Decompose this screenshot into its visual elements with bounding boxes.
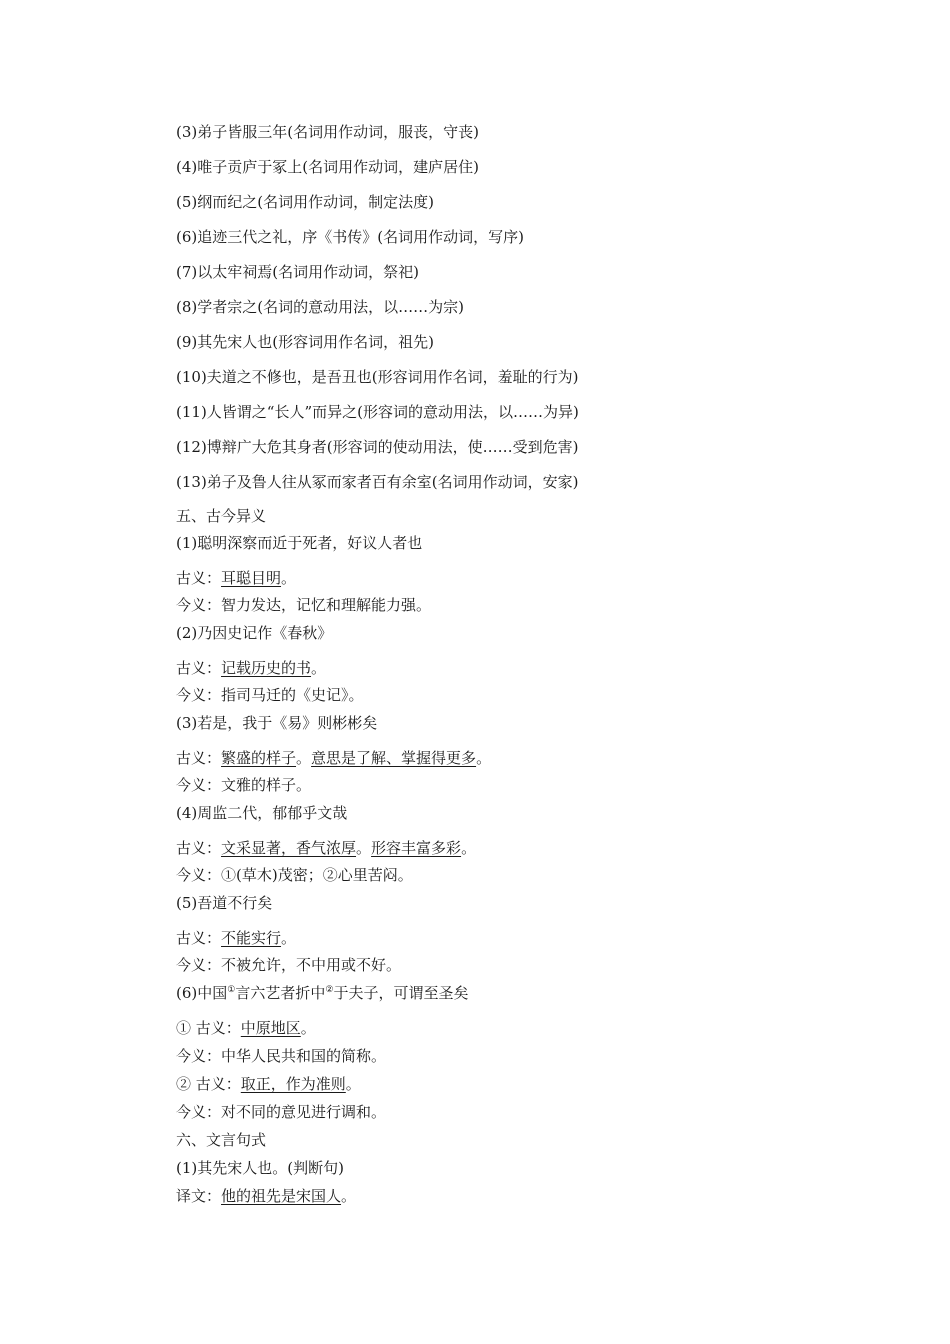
keyword-2: 折中 [295, 984, 326, 1002]
s5-new-meaning-6b: 今义：对不同的意见进行调和。 [176, 1103, 387, 1121]
s5-question-3: (3)若是，我于《易》则彬彬矣 [176, 714, 378, 732]
label: 古义： [176, 749, 222, 767]
label: 古义： [176, 659, 222, 677]
s4-item-4: (4)唯子贡庐于冢上(名词用作动词，建庐居住) [176, 158, 479, 176]
period: 。 [345, 1075, 361, 1093]
s4-item-5: (5)纲而纪之(名词用作动词，制定法度) [176, 193, 434, 211]
answer-underlined: 中原地区 [240, 1019, 301, 1037]
s5-new-meaning-4: 今义：①(草木)茂密；②心里苦闷。 [176, 866, 413, 884]
answer-underlined: 他的祖先是宋国人 [221, 1187, 342, 1205]
s5-old-meaning-5 [176, 928, 296, 948]
period: 。 [281, 929, 297, 947]
answer-underlined-2: 形容丰富多彩 [371, 839, 462, 857]
s5-old-meaning-2 [176, 658, 326, 678]
label: 译文： [176, 1187, 222, 1205]
s4-item-3: (3)弟子皆服三年(名词用作动词，服丧，守丧) [176, 123, 479, 141]
answer-underlined: 文采显著，香气浓厚 [221, 839, 357, 857]
s5-old-meaning-6a [176, 1018, 316, 1038]
period: 。 [300, 1019, 316, 1037]
keyword-1: 中国 [197, 984, 228, 1002]
s4-item-10: (10)夫道之不修也，是吾丑也(形容词用作名词，羞耻的行为) [176, 368, 579, 386]
period: 。 [356, 839, 372, 857]
s5-old-meaning-4 [176, 838, 476, 858]
text: 言六艺者 [235, 984, 296, 1002]
s6-heading: 六、文言句式 [176, 1131, 267, 1149]
s5-old-meaning-3 [176, 748, 491, 768]
label: 古义： [176, 569, 222, 587]
s5-new-meaning-3: 今义：文雅的样子。 [176, 776, 312, 794]
period: 。 [476, 749, 492, 767]
item-number: (6) [176, 984, 198, 1002]
s5-question-6 [176, 983, 468, 1003]
answer-underlined: 繁盛的样子 [221, 749, 297, 767]
s5-heading: 五、古今异义 [176, 507, 267, 525]
answer-underlined: 取正，作为准则 [240, 1075, 346, 1093]
s5-old-meaning-6b [176, 1074, 361, 1094]
text: 于夫子，可谓至圣矣 [333, 984, 469, 1002]
label: 古义： [176, 839, 222, 857]
answer-underlined: 不能实行 [221, 929, 282, 947]
period: 。 [281, 569, 297, 587]
s5-old-meaning-1 [176, 568, 296, 588]
label: 古义： [176, 929, 222, 947]
s5-new-meaning-5: 今义：不被允许，不中用或不好。 [176, 956, 402, 974]
s4-item-6: (6)追迹三代之礼，序《书传》(名词用作动词，写序) [176, 228, 524, 246]
answer-underlined: 耳聪目明 [221, 569, 282, 587]
period: 。 [461, 839, 477, 857]
s4-item-8: (8)学者宗之(名词的意动用法，以……为宗) [176, 298, 464, 316]
label: ① 古义： [176, 1019, 241, 1037]
answer-underlined: 记载历史的书 [221, 659, 312, 677]
footnote-2: ② [325, 985, 334, 995]
s5-question-2: (2)乃因史记作《春秋》 [176, 624, 333, 642]
s5-new-meaning-6a: 今义：中华人民共和国的简称。 [176, 1047, 387, 1065]
s5-question-5: (5)吾道不行矣 [176, 894, 273, 912]
s4-item-13: (13)弟子及鲁人往从冢而家者百有余室(名词用作动词，安家) [176, 473, 579, 491]
s4-item-12: (12)博辩广大危其身者(形容词的使动用法，使……受到危害) [176, 438, 579, 456]
period: 。 [341, 1187, 357, 1205]
s4-item-7: (7)以太牢祠焉(名词用作动词，祭祀) [176, 263, 419, 281]
s6-question-1: (1)其先宋人也。(判断句) [176, 1159, 344, 1177]
answer-underlined-2: 意思是了解、掌握得更多 [311, 749, 477, 767]
s5-new-meaning-1: 今义：智力发达，记忆和理解能力强。 [176, 596, 432, 614]
s4-item-9: (9)其先宋人也(形容词用作名词，祖先) [176, 333, 434, 351]
s6-translation-1 [176, 1186, 356, 1206]
s5-new-meaning-2: 今义：指司马迁的《史记》。 [176, 686, 364, 704]
s5-question-1: (1)聪明深察而近于死者，好议人者也 [176, 534, 423, 552]
s5-question-4: (4)周监二代，郁郁乎文哉 [176, 804, 348, 822]
label: ② 古义： [176, 1075, 241, 1093]
period: 。 [296, 749, 312, 767]
footnote-1: ① [227, 985, 236, 995]
s4-item-11: (11)人皆谓之“长人”而异之(形容词的意动用法，以……为异) [176, 403, 579, 421]
period: 。 [311, 659, 327, 677]
